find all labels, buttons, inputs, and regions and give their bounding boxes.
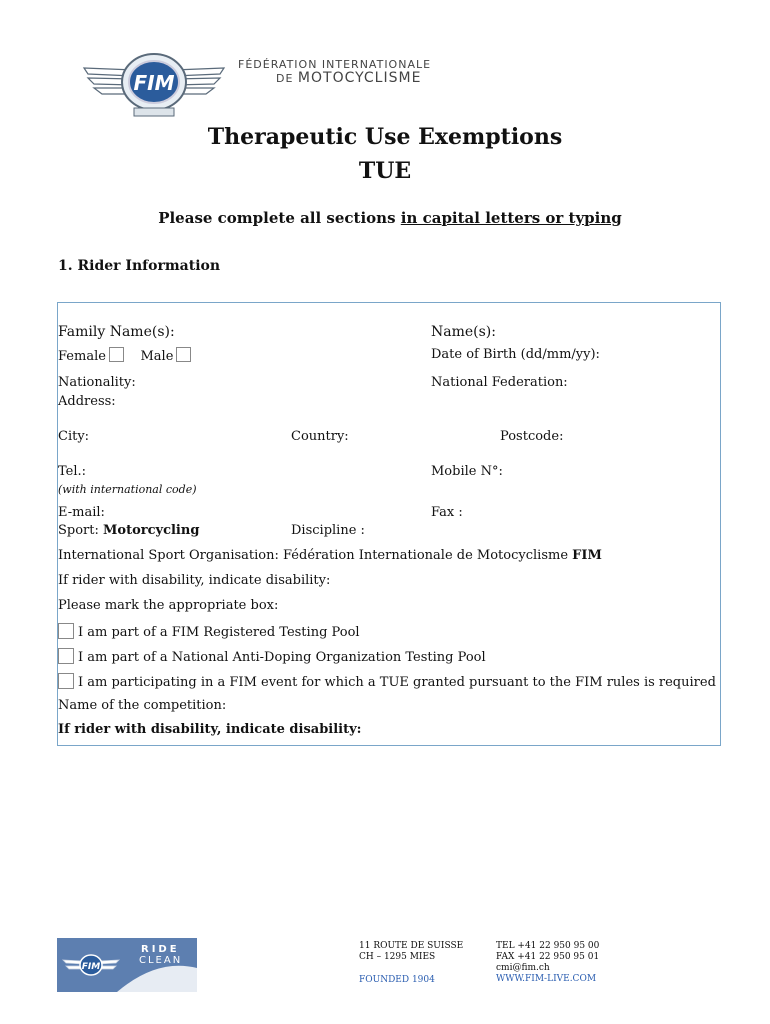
svg-text:RIDE: RIDE — [141, 944, 180, 955]
names-label: Name(s): — [431, 324, 496, 340]
svg-text:FIM: FIM — [133, 71, 175, 95]
disability-label-bold: If rider with disability, indicate disability: — [58, 722, 362, 737]
country-label: Country: — [291, 429, 349, 444]
footer-contact: TEL +41 22 950 95 00 FAX +41 22 950 95 01 cmi@fim.ch WWW.FIM-LIVE.COM — [496, 941, 600, 984]
nationality-label: Nationality: — [58, 375, 136, 390]
fax-label: Fax : — [431, 505, 463, 520]
svg-text:CLEAN: CLEAN — [139, 955, 183, 966]
footer-website[interactable]: WWW.FIM-LIVE.COM — [496, 974, 597, 984]
family-name-label: Family Name(s): — [58, 324, 175, 340]
mobile-label: Mobile N°: — [431, 464, 503, 479]
postcode-label: Postcode: — [500, 429, 564, 444]
option-2-checkbox[interactable] — [58, 648, 74, 664]
male-checkbox[interactable] — [176, 347, 191, 362]
svg-text:FIM: FIM — [81, 962, 101, 972]
tel-label: Tel.: — [58, 464, 87, 479]
gender-row: Female Male — [58, 347, 191, 364]
option-3-checkbox[interactable] — [58, 673, 74, 689]
disability-label: If rider with disability, indicate disability: — [58, 573, 331, 588]
founded: FOUNDED 1904 — [359, 975, 435, 985]
mark-box-instruction: Please mark the appropriate box: — [58, 598, 279, 613]
email-label: E-mail: — [58, 505, 105, 520]
footer-address: 11 ROUTE DE SUISSE CH – 1295 MIES FOUNDED 1904 — [359, 941, 464, 985]
female-checkbox[interactable] — [109, 347, 124, 362]
ride-clean-logo — [57, 938, 197, 992]
sport-field: Sport: Motorcycling — [58, 523, 200, 538]
document-title: Therapeutic Use Exemptions — [207, 124, 563, 150]
fim-logo — [80, 48, 228, 120]
document-subtitle: TUE — [358, 158, 412, 184]
dob-label: Date of Birth (dd/mm/yy): — [431, 347, 600, 362]
option-row-1: I am part of a FIM Registered Testing Pool — [58, 623, 360, 640]
sport-value: Motorcycling — [103, 523, 200, 538]
option-row-2: I am part of a National Anti-Doping Organization Testing Pool — [58, 648, 486, 665]
competition-label: Name of the competition: — [58, 698, 227, 713]
org-name-line1: FÉDÉRATION INTERNATIONALE — [238, 58, 432, 71]
discipline-label: Discipline : — [291, 523, 365, 538]
address-label: Address: — [58, 394, 116, 409]
city-label: City: — [58, 429, 90, 444]
iso-line: International Sport Organisation: Fédération Internationale de Motocyclisme FIM — [58, 548, 602, 563]
national-federation-label: National Federation: — [431, 375, 568, 390]
instruction: Please complete all sections in capital letters or typing — [158, 209, 622, 227]
footer-email[interactable]: cmi@fim.ch — [496, 963, 550, 973]
option-1-checkbox[interactable] — [58, 623, 74, 639]
option-row-3: I am participating in a FIM event for which a TUE granted pursuant to the FIM rules is required — [58, 673, 716, 690]
section-heading: 1. Rider Information — [58, 258, 221, 274]
org-name-line2: DE MOTOCYCLISME — [276, 70, 422, 86]
tel-note: (with international code) — [58, 483, 197, 496]
